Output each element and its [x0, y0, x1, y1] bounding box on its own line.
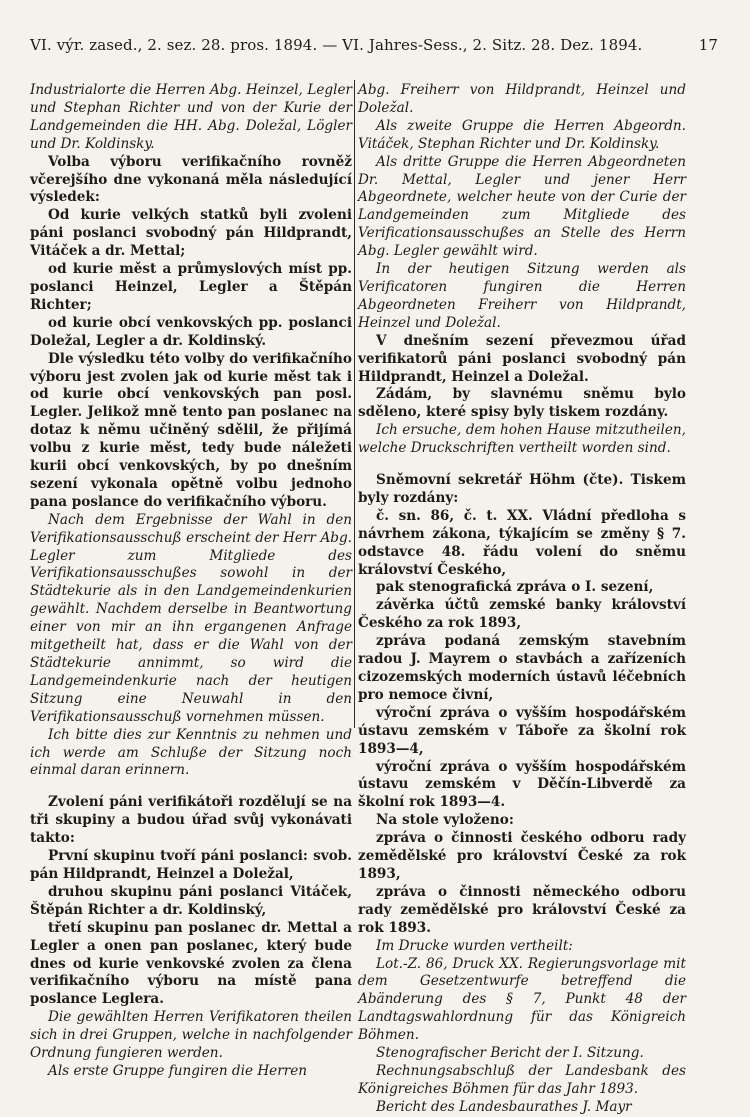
paragraph: Zvolení páni verifikátoři rozdělují se na tři skupiny a budou úřad svůj vykonávati takto: [30, 794, 352, 847]
right-column [358, 82, 686, 1117]
paragraph: Sněmovní sekretář Höhm (čte). Tiskem byly rozdány: [358, 472, 686, 506]
paragraph: Od kurie velkých statků byli zvoleni páni poslanci svobodný pán Hildprandt, Vitáček a dr. Mettal; [30, 207, 352, 260]
paragraph: závěrka účtů zemské banky království Českého za rok 1893, [358, 597, 686, 632]
paragraph: Als erste Gruppe fungiren die Herren [48, 1062, 308, 1079]
paragraph: Ich bitte dies zur Kenntnis zu nehmen und ich werde am Schluße der Sitzung noch einmal daran erinnern. [30, 726, 352, 779]
paragraph: Die gewählten Herren Verifikatoren theilen sich in drei Gruppen, welche in nachfolgender Ordnung fungieren werden. [30, 1009, 352, 1062]
paragraph: výroční zpráva o vyšším hospodářském ústavu zemském v Děčín-Libverdě za školní rok 1893—4. [358, 758, 686, 811]
paragraph: od kurie měst a průmyslových míst pp. poslanci Heinzel, Legler a Štěpán Richter; [30, 261, 352, 313]
paragraph: Dle výsledku této volby do verifikačního výboru jest zvolen jak od kurie měst tak i od kurie obcí venkovských pan posl. Legler. Jelikož mně tento pan poslanec na dotaz k němu učiněný sdělil, že přijímá volbu z kurie měst, tedy bude náležeti kurii obcí venkovských, by po dnešním sezení vykonala opětně volbu jednoho pana poslance do verifikačního výboru. [30, 350, 352, 510]
paragraph: Na stole vyloženo: [376, 812, 514, 829]
running-title: VI. výr. zased., 2. sez. 28. pros. 1894. — VI. Jahres-Sess., 2. Sitz. 28. Dez. 1894. [30, 36, 643, 54]
paragraph: č. sn. 86, č. t. XX. Vládní předloha s návrhem zákona, týkajícím se změny § 7. odstavce 48. řádu volení do sněmu království Českého, [358, 507, 686, 578]
paragraph: zpráva o činnosti německého odboru rady zemědělské pro království České za rok 1893. [358, 883, 686, 936]
column-divider [354, 80, 355, 728]
paragraph: Zádám, by slavnému sněmu bylo sděleno, které spisy byly tiskem rozdány. [358, 386, 686, 421]
paragraph: Volba výboru verifikačního rovněž včerejšího dne vykonaná měla následující výsledek: [30, 153, 352, 206]
paragraph: Ich ersuche, dem hohen Hause mitzutheilen, welche Druckschriften vertheilt worden sind. [358, 422, 686, 457]
paragraph: třetí skupinu pan poslanec dr. Mettal a Legler a onen pan poslanec, který bude dnes od kurie venkovské zvolen za člena verifikačního výboru na místě pana poslance Leglera. [30, 919, 352, 1008]
paragraph: druhou skupinu páni poslanci Vitáček, Štěpán Richter a dr. Koldinský, [30, 883, 352, 918]
paragraph: Als zweite Gruppe die Herren Abgeordn. Vitáček, Stephan Richter und Dr. Koldinsky. [358, 117, 686, 152]
paragraph: Abg. Freiherr von Hildprandt, Heinzel und Doležal. [358, 82, 686, 116]
paragraph: Lot.-Z. 86, Druck XX. Regierungsvorlage mit dem Gesetzentwurfe betreffend die Abänderung des § 7, Punkt 48 der Landtagswahlordnung für das Königreich Böhmen. [358, 955, 686, 1044]
paragraph: Industrialorte die Herren Abg. Heinzel, Legler und Stephan Richter und von der Kurie der Landgemeinden die HH. Abg. Doležal, Lögler und Dr. Koldinsky. [30, 82, 352, 152]
paragraph: Stenografischer Bericht der I. Sitzung. [376, 1045, 644, 1062]
paragraph: Im Drucke wurden vertheilt: [376, 937, 573, 954]
left-column [30, 82, 352, 1081]
paragraph: První skupinu tvoří páni poslanci: svob. pán Hildprandt, Heinzel a Doležal, [30, 848, 352, 882]
paragraph: od kurie obcí venkovských pp. poslanci Doležal, Legler a dr. Koldinský. [30, 314, 352, 349]
paragraph: zpráva o činnosti českého odboru rady zemědělské pro království České za rok 1893, [358, 830, 686, 882]
paragraph: In der heutigen Sitzung werden als Verificatoren fungiren die Herren Abgeordneten Freiherr von Hildprandt, Heinzel und Doležal. [358, 261, 686, 331]
paragraph: pak stenografická zpráva o I. sezení, [376, 579, 654, 596]
paragraph: Als dritte Gruppe die Herren Abgeordneten Dr. Mettal, Legler und jener Herr Abgeordnete, welcher heute von der Curie der Landgemeinden zum Mitgliede des Verificationsausschußes an Stelle des Herrn Abg. Legler gewählt wird. [358, 153, 686, 260]
paragraph: zpráva podaná zemským stavebním radou J. Mayrem o stavbách a zařízeních cizozemských moderních ústavů léčebních pro nemoce čivní, [358, 633, 686, 703]
paragraph: V dnešním sezení převezmou úřad verifikatorů páni poslanci svobodný pán Hildprandt, Heinzel a Doležal. [358, 332, 686, 385]
page-number: 17 [698, 36, 718, 54]
paragraph: Nach dem Ergebnisse der Wahl in den Verifikationsausschuß erscheint der Herr Abg. Legler zum Mitgliede des Verifikationsausschußes sowohl in der Städtekurie als in den Landgemeindenkurien gewählt. Nachdem derselbe in Beantwortung einer von mir an ihn ergangenen Anfrage mitgetheilt hat, dass er die Wahl von der Städtekurie annimmt, so wird die Landgemeindenkurie nach der heutigen Sitzung eine Neuwahl in den Verifikationsausschuß vornehmen müssen. [30, 511, 352, 725]
paragraph: výroční zpráva o vyšším hospodářském ústavu zemském v Táboře za školní rok 1893—4, [358, 704, 686, 757]
paragraph: Bericht des Landesbaurathes J. Mayr [376, 1098, 632, 1115]
paragraph: Rechnungsabschluß der Landesbank des Königreiches Böhmen für das Jahr 1893. [358, 1062, 686, 1097]
